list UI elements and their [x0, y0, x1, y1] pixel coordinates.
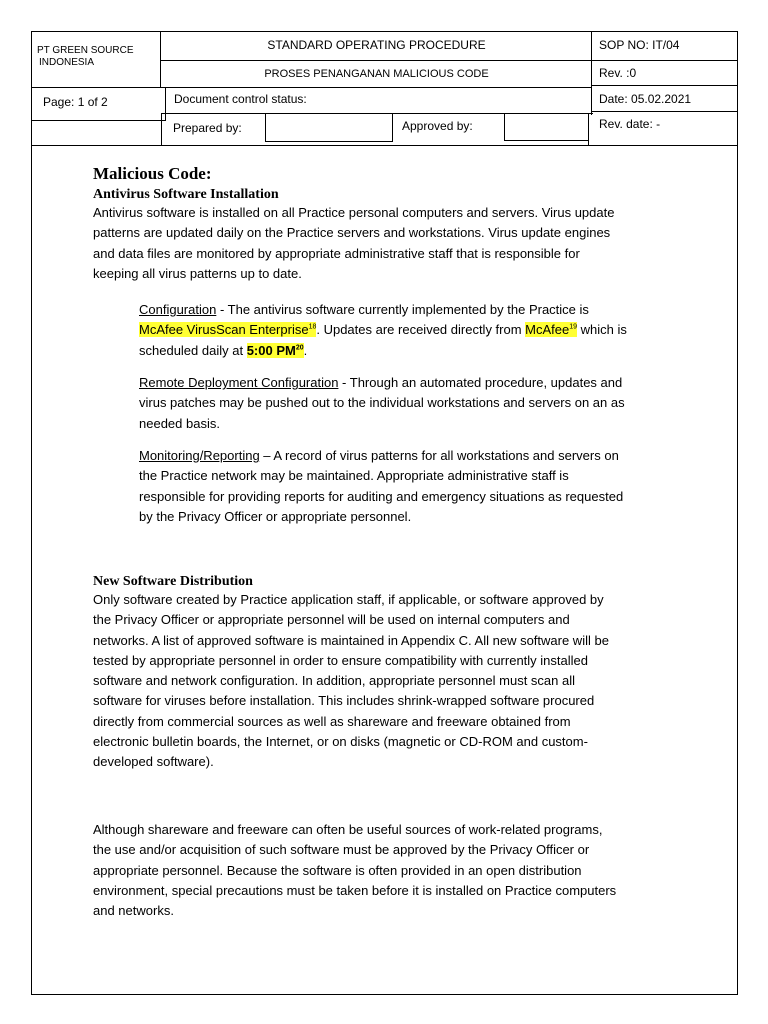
page-title: Malicious Code:	[93, 164, 212, 183]
schedule-time: 5:00 PM	[246, 342, 296, 358]
text-line: keeping all virus patterns up to date.	[93, 265, 302, 281]
text-line: the Practice network may be maintained. Appropriate administrative staff is	[139, 468, 569, 484]
document-title: STANDARD OPERATING PROCEDURE	[267, 38, 486, 52]
sop-number: SOP NO: IT/04	[599, 38, 680, 52]
footnote-ref: 18	[308, 323, 317, 331]
vendor-name: McAfee	[525, 322, 570, 338]
text-line: developed software).	[93, 754, 214, 770]
divider	[737, 31, 738, 995]
section-heading: Antivirus Software Installation	[93, 187, 279, 202]
paragraph	[93, 590, 723, 773]
page-number: Page: 1 of 2	[43, 95, 108, 109]
configuration-label: Configuration	[139, 302, 217, 317]
text-line: the Privacy Officer or appropriate personnel will be used on internal computers and	[93, 612, 570, 628]
document-control-status: Document control status:	[174, 92, 307, 106]
text-line: software and network configuration. In addition, appropriate personnel must scan all	[93, 673, 576, 689]
divider	[160, 60, 592, 61]
text-run: - The antivirus software currently implemented by the Practice is	[216, 302, 589, 317]
paragraph	[93, 820, 723, 921]
date: Date: 05.02.2021	[599, 92, 692, 106]
monitoring-label: Monitoring/Reporting	[139, 448, 260, 463]
highlighted-vendor	[525, 322, 577, 337]
text-run: which is	[577, 322, 627, 338]
divider	[31, 994, 738, 995]
divider	[392, 113, 393, 142]
monitoring-paragraph	[139, 446, 719, 527]
text-line: the use and/or acquisition of such software must be approved by the Privacy Officer or	[93, 842, 590, 858]
text-line: appropriate personnel. Because the software is often provided in an open distribution	[93, 862, 582, 878]
divider	[31, 31, 738, 32]
text-run: .	[303, 342, 308, 358]
divider	[504, 113, 505, 141]
text-line: tested by appropriate personnel in order to ensure compatibility with currently installed	[93, 652, 588, 668]
text-run: - Through an automated procedure, updates and	[338, 375, 623, 390]
remote-deployment-label: Remote Deployment Configuration	[139, 375, 339, 390]
text-line: Only software created by Practice application staff, if applicable, or software approved by	[93, 592, 604, 607]
divider	[165, 87, 592, 88]
remote-deployment-paragraph	[139, 373, 719, 434]
divider	[165, 87, 166, 121]
divider	[504, 140, 589, 141]
text-line	[139, 373, 719, 393]
divider	[31, 31, 32, 995]
approved-by-label: Approved by:	[402, 119, 473, 133]
text-line: software for viruses before installation. This includes shrink-wrapped software procured	[93, 693, 595, 709]
paragraph	[93, 203, 713, 284]
text-line	[139, 300, 719, 320]
divider	[591, 111, 738, 112]
text-line: and data files are monitored by appropriate administrative staff that is responsible for	[93, 245, 580, 261]
footnote-ref: 19	[569, 323, 578, 331]
text-line: directly from commercial sources as well as shareware and freeware obtained from	[93, 713, 571, 729]
company-name	[37, 45, 134, 69]
text-run: . Updates are received directly from	[316, 322, 526, 338]
section-heading: New Software Distribution	[93, 574, 253, 589]
company-line: PT GREEN SOURCE	[37, 45, 134, 56]
revision: Rev. :0	[599, 66, 637, 80]
company-line: INDONESIA	[39, 57, 95, 68]
highlighted-time	[247, 343, 304, 358]
divider	[161, 113, 162, 146]
document-subtitle: PROSES PENANGANAN MALICIOUS CODE	[264, 68, 489, 80]
text-line: environment, special precautions must be taken before it is installed on Practice computers	[93, 882, 617, 898]
prepared-by-label: Prepared by:	[173, 121, 242, 135]
highlighted-product	[139, 322, 316, 337]
text-line: needed basis.	[139, 415, 220, 431]
configuration-paragraph	[139, 300, 719, 361]
text-line: patterns are updated daily on the Practice servers and workstations. Virus update engines	[93, 225, 611, 241]
text-line: Although shareware and freeware can often be useful sources of work-related programs,	[93, 822, 603, 837]
text-line	[139, 446, 719, 466]
product-name: McAfee VirusScan Enterprise	[139, 322, 309, 338]
divider	[591, 60, 738, 61]
divider	[265, 113, 266, 142]
divider	[31, 145, 738, 146]
footnote-ref: 20	[295, 344, 304, 352]
text-line	[139, 320, 719, 340]
divider	[265, 141, 393, 142]
text-line: by the Privacy Officer or appropriate personnel.	[139, 508, 412, 524]
divider	[591, 85, 738, 86]
text-line: Antivirus software is installed on all Practice personal computers and servers. Virus update	[93, 205, 615, 220]
divider	[161, 113, 593, 114]
text-run: – A record of virus patterns for all workstations and servers on	[259, 448, 619, 463]
divider	[31, 120, 165, 121]
text-line	[139, 341, 719, 361]
text-line: responsible for providing reports for auditing and emergency situations as requested	[139, 488, 624, 504]
text-line: virus patches may be pushed out to the individual workstations and servers on an as	[139, 395, 625, 411]
text-line: and networks.	[93, 903, 174, 919]
divider	[588, 113, 589, 146]
revision-date: Rev. date: -	[599, 117, 661, 131]
text-line: electronic bulletin boards, the Internet, or on disks (magnetic or CD-ROM and custom-	[93, 734, 588, 750]
text-line: networks. A list of approved software is maintained in Appendix C. All new software will be	[93, 632, 609, 648]
text-run: scheduled daily at	[139, 342, 247, 358]
divider	[31, 87, 165, 88]
